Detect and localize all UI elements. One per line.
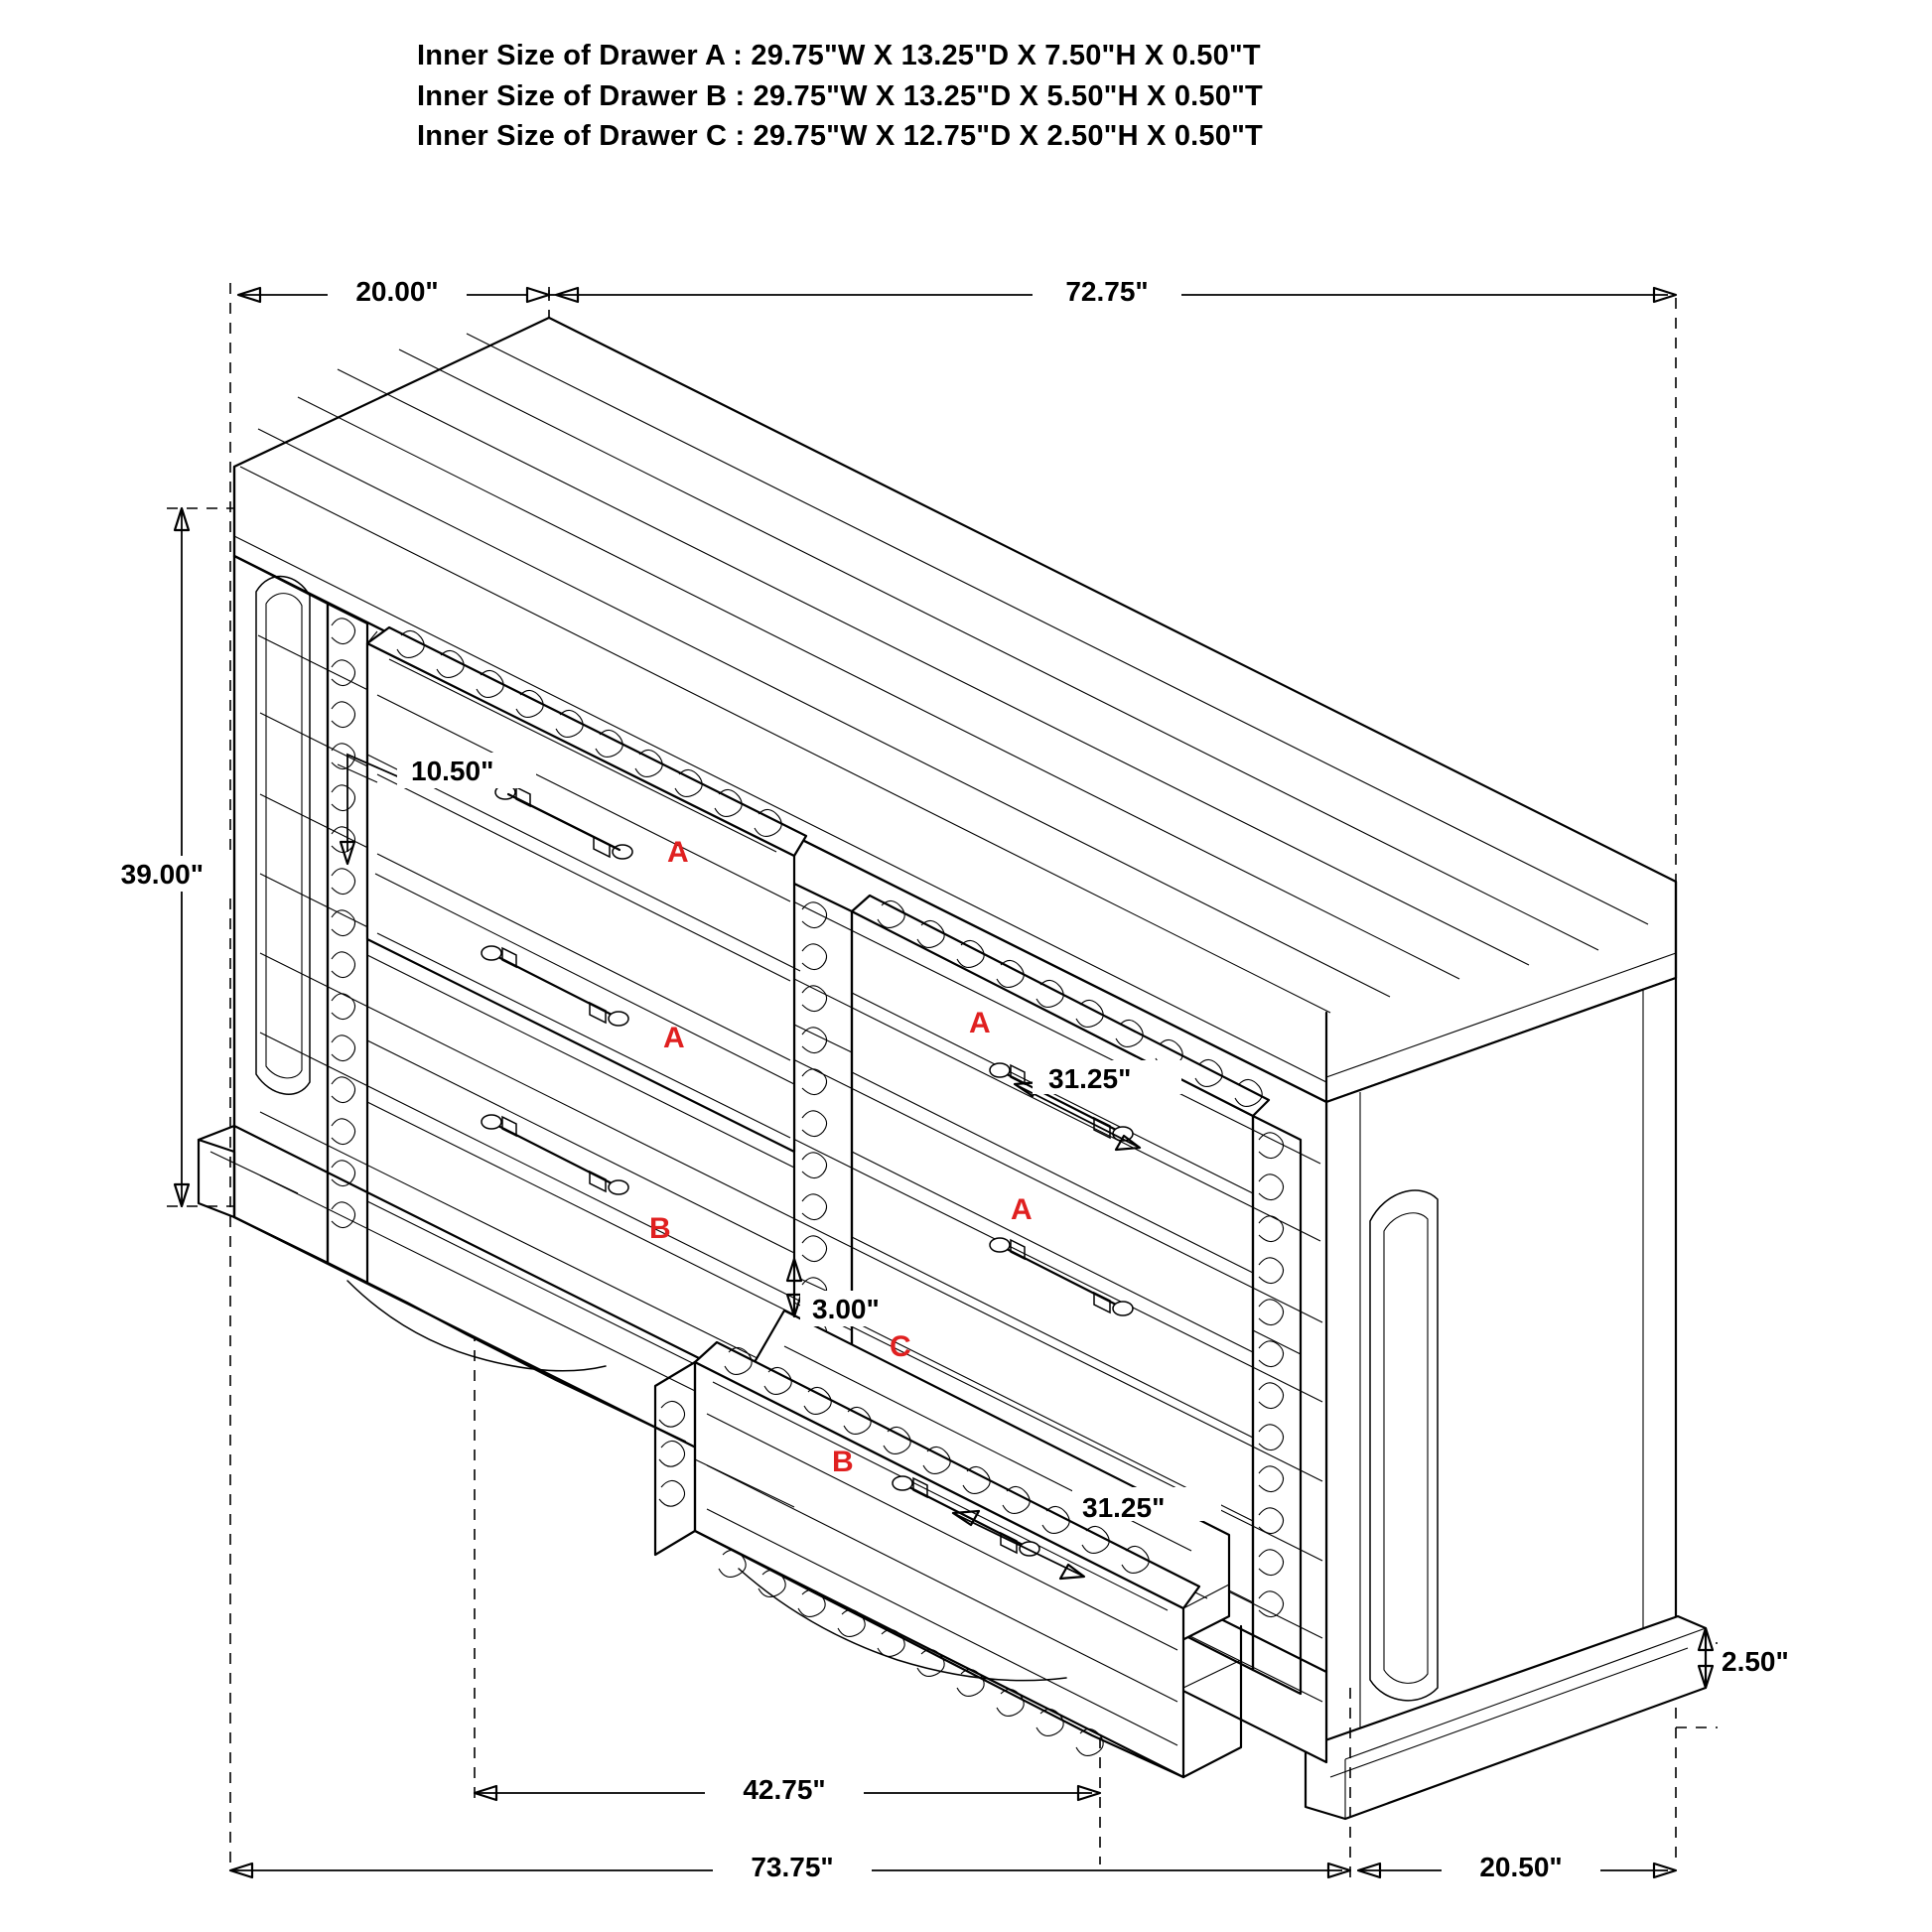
spec-line-drawer-a: Inner Size of Drawer A : 29.75"W X 13.25"D X 7.50"H X 0.50"T	[417, 40, 1261, 71]
dim-depth-top	[238, 274, 556, 308]
dim-label-width-lower: 42.75"	[743, 1774, 826, 1805]
dim-base-height-right	[1699, 1628, 1789, 1688]
dim-width-top	[556, 274, 1676, 308]
dim-depth-bottom	[1358, 1851, 1676, 1884]
dim-label-drawer-open-left: 10.50"	[411, 756, 494, 786]
dim-label-width-top: 72.75"	[1065, 276, 1149, 307]
drawer-label-right-small: C	[890, 1330, 911, 1363]
drawer-label-left-bottom: B	[649, 1212, 671, 1245]
dim-label-depth-top: 20.00"	[355, 276, 439, 307]
spec-line-drawer-c: Inner Size of Drawer C : 29.75"W X 12.75"D X 2.50"H X 0.50"T	[417, 120, 1263, 153]
drawer-label-right-mid: A	[1011, 1193, 1033, 1226]
drawer-label-left-top: A	[667, 836, 689, 869]
dim-label-height-left: 39.00"	[120, 859, 204, 890]
dim-label-depth-bottom: 20.50"	[1479, 1852, 1563, 1882]
drawer-label-right-top: A	[969, 1007, 991, 1039]
dim-label-base-height-right: 2.50"	[1722, 1646, 1789, 1677]
drawer-label-bottom-open: B	[832, 1446, 854, 1478]
dim-label-width-bottom: 73.75"	[751, 1852, 834, 1882]
drawer-label-left-mid: A	[663, 1022, 685, 1054]
dim-label-inner-width-bottom: 31.25"	[1082, 1492, 1166, 1523]
dim-width-lower	[475, 1773, 1100, 1807]
dim-label-inner-width-right: 31.25"	[1048, 1063, 1132, 1094]
spec-line-drawer-b: Inner Size of Drawer B : 29.75"W X 13.25"D X 5.50"H X 0.50"T	[417, 79, 1263, 112]
dim-label-drawer-open-small: 3.00"	[812, 1294, 880, 1324]
